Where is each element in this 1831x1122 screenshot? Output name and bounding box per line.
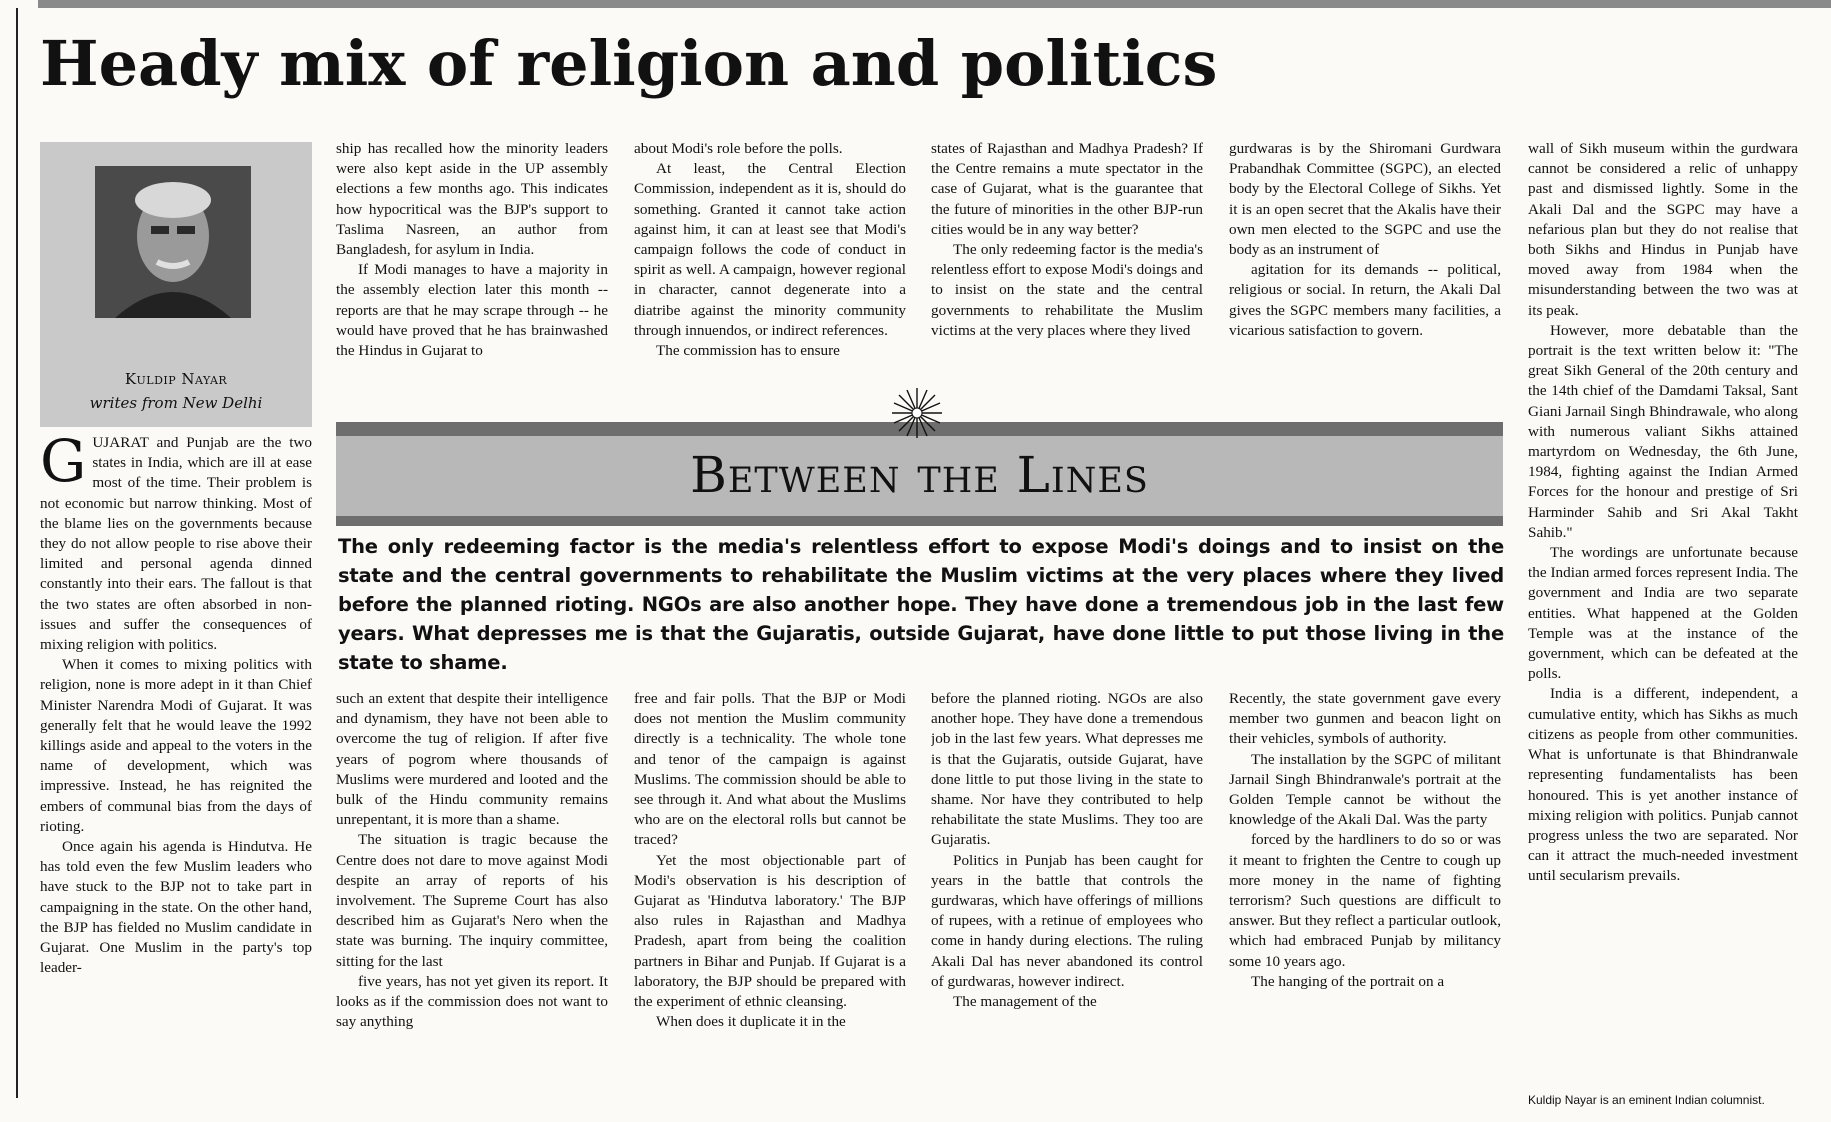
paragraph: forced by the hardliners to do so or was it meant to frighten the Centre to cough up more money in the name of fighting terrorism? Such questions are difficult to answer. But they reflect a particular outlook, which had embraced Punjab by militancy some 10 years ago. — [1229, 831, 1501, 970]
paragraph: Yet the most objectionable part of Modi's observation is his description of Gujarat as 'Hindutva laboratory.' The BJP also rules in Rajasthan and Madhya Pradesh, apart from being the coalition partners in Bihar and Punjab. If Gujarat is a laboratory, the BJP should be prepared with the experiment of ethnic cleansing. — [634, 851, 906, 1011]
paragraph: five years, has not yet given its report. It looks as if the commission does not want to say anything — [336, 972, 608, 1031]
paragraph: However, more debatable than the portrait is the text written below it: "The great Sikh General of the 20th century and the 14th chief of the Damdami Taksal, Sant Giani Jarnail Singh Bhindrawale, who along with numerous valiant Sikhs attained martyrdom on Wednesday, the 6th June, 1984, fighting against the Indian Armed Forces for the honour and prestige of Sri Harminder Sahib and Sri Akal Takht Sahib." — [1528, 321, 1798, 541]
paragraph: India is a different, independent, a cumulative entity, which has Sikhs as much citizens as people from other communities. What is unfortunate is that Bhindranwale representing fundamentalists has been honoured. This is yet another instance of mixing religion with politics. Punjab cannot progress unless the two are separated. Nor can it attract the much-needed investment until secularism prevails. — [1528, 685, 1798, 885]
top-rule — [38, 0, 1831, 8]
paragraph: At least, the Central Election Commission, independent as it is, should do something. Granted it cannot take action against him, it can at least see that Modi's campaign follows the code of conduct in spirit as well. A campaign, however regional in character, cannot degenerate into a diatribe against the minority community through innuendos, or indirect references. — [634, 160, 906, 339]
paragraph: UJARAT and Punjab are the two states in India, which are ill at ease most of the time. Their problem is not economic but narrow thinking. Most of the blame lies on the governments because they do not allow people to rise above their limited and personal agenda dinned constantly into their ears. The fallout is that the two states are often absorbed in non-issues and suffer the consequences of mixing religion with politics. — [40, 434, 312, 654]
author-photo — [95, 166, 251, 318]
column-2-top — [336, 139, 608, 409]
column-5-top — [1229, 139, 1501, 409]
column-4-bottom — [931, 689, 1203, 1095]
author-name: Kuldip Nayar — [124, 370, 228, 388]
paragraph: When does it duplicate it in the — [656, 1013, 846, 1031]
paragraph: wall of Sikh museum within the gurdwara cannot be considered a relic of unhappy past and dismissed lightly. Some in the Akali Dal and the SGPC may have a nefarious plan but they do not realise that both Sikhs and Hindus in Punjab have moved away from 1984 when the misunderstanding between the two was at its peak. — [1528, 140, 1798, 319]
column-title: Between the Lines — [690, 446, 1149, 504]
paragraph: When it comes to mixing politics with religion, none is more adept in it than Chief Minister Narendra Modi of Gujarat. It was generally felt that he would leave the 1992 killings aside and appeal to the voters in the name of development, which was impressive. Instead, he has reignited the embers of communal bias from the days of rioting. — [40, 656, 312, 835]
paragraph: The wordings are unfortunate because the Indian armed forces represent India. The government and India are two separate entities. What happened at the Golden Temple was at the instance of the government, which can be defeated at the polls. — [1528, 544, 1798, 683]
paragraph: about Modi's role before the polls. — [634, 140, 843, 157]
portrait-image — [95, 166, 251, 318]
pull-quote: The only redeeming factor is the media's relentless effort to expose Modi's doings and to insist on the state and the central governments to rehabilitate the Muslim victims at the very places where they lived before the planned rioting. NGOs are also another hope. They have done a tremendous job in the last few years. What depresses me is that the Gujaratis, outside Gujarat, have done little to put those living in the state to shame. — [338, 535, 1504, 674]
paragraph: free and fair polls. That the BJP or Modi does not mention the Muslim community directly is a technicality. The whole tone and tenor of the campaign is against Muslims. The commission should be able to see through it. And what about the Muslims who are on the electoral rolls but cannot be traced? — [634, 690, 906, 849]
column-2-bottom — [336, 689, 608, 1095]
paragraph: Once again his agenda is Hindutva. He has told even the few Muslim leaders who have stuck to the BJP not to take part in campaigning in the state. On the other hand, the BJP has fielded no Muslim candidate in Gujarat. One Muslim in the party's top leader- — [40, 838, 312, 977]
paragraph: Recently, the state government gave every member two gunmen and beacon light on their vehicles, symbols of authority. — [1229, 690, 1501, 748]
paragraph: before the planned rioting. NGOs are also another hope. They have done a tremendous job in the last few years. What depresses me is that the Gujaratis, outside Gujarat, have done little to put those living in the state to shame. Nor have they contributed to help rehabilitate the state Muslims. They too are Gujaratis. — [931, 690, 1203, 849]
paragraph: states of Rajasthan and Madhya Pradesh? If the Centre remains a mute spectator in the case of Gujarat, what is the guarantee that the future of minorities in the other BJP-run cities would be in any way better? — [931, 140, 1203, 238]
banner-stripe — [336, 516, 1503, 526]
headline: Heady mix of religion and politics — [40, 27, 1218, 100]
drop-cap: G — [40, 433, 87, 495]
column-1 — [40, 433, 312, 1095]
paragraph: The situation is tragic because the Centre does not dare to move against Modi despite an array of reports of his involvement. The Supreme Court has also described him as Gujarat's Nero when the state was burning. The inquiry committee, sitting for the last — [336, 831, 608, 970]
column-4-top — [931, 139, 1203, 409]
column-3-top — [634, 139, 906, 409]
star-icon — [892, 388, 942, 438]
paragraph: The installation by the SGPC of militant Jarnail Singh Bhindranwale's portrait at the Golden Temple cannot be without the knowledge of the Akali Dal. Was the party — [1229, 750, 1501, 829]
column-3-bottom — [634, 689, 906, 1095]
paragraph: such an extent that despite their intelligence and dynamism, they have not been able to overcome the tug of religion. If after five years of pogrom where thousands of Muslims were murdered and looted and the bulk of the Hindu community remains unrepentant, it is more than a shame. — [336, 690, 608, 829]
paragraph: ship has recalled how the minority leaders were also kept aside in the UP assembly elections a few months ago. This indicates how hypocritical was the BJP's support to Taslima Nasreen, an author from Bangladesh, for asylum in India. — [336, 140, 608, 259]
author-box — [40, 142, 312, 427]
paragraph: The management of the — [953, 993, 1097, 1011]
paragraph: The commission has to ensure — [656, 342, 840, 360]
column-5-bottom — [1229, 689, 1501, 1095]
author-location: writes from New Delhi — [89, 394, 263, 412]
paragraph: Politics in Punjab has been caught for years in the battle that controls the gurdwaras, which have offerings of millions of rupees, with a retinue of employees who come in handy during elections. The ruling Akali Dal has never abandoned its control of gurdwaras, however indirect. — [931, 851, 1203, 990]
paragraph: agitation for its demands -- political, religious or social. In return, the Akali Dal gives the SGPC members many facilities, a vicarious satisfaction to govern. — [1229, 261, 1501, 339]
paragraph: gurdwaras is by the Shiromani Gurdwara Prabandhak Committee (SGPC), an elected body by the Electoral College of Sikhs. Yet it is an open secret that the Akalis have their own men elected to the SGPC and use the body as an instrument of — [1229, 140, 1501, 259]
paragraph: If Modi manages to have a majority in the assembly election later this month -- reports are that he may scrape through -- he would have proved that he has brainwashed the Hindus in Gujarat to — [336, 261, 608, 360]
column-6 — [1528, 139, 1798, 1087]
author-footnote: Kuldip Nayar is an eminent Indian columnist. — [1528, 1093, 1765, 1107]
paragraph: The only redeeming factor is the media's relentless effort to expose Modi's doings and to insist on the state and the central governments to rehabilitate the Muslim victims at the very places where they lived — [931, 241, 1203, 339]
left-rule — [16, 8, 18, 1098]
paragraph: The hanging of the portrait on a — [1251, 972, 1445, 990]
